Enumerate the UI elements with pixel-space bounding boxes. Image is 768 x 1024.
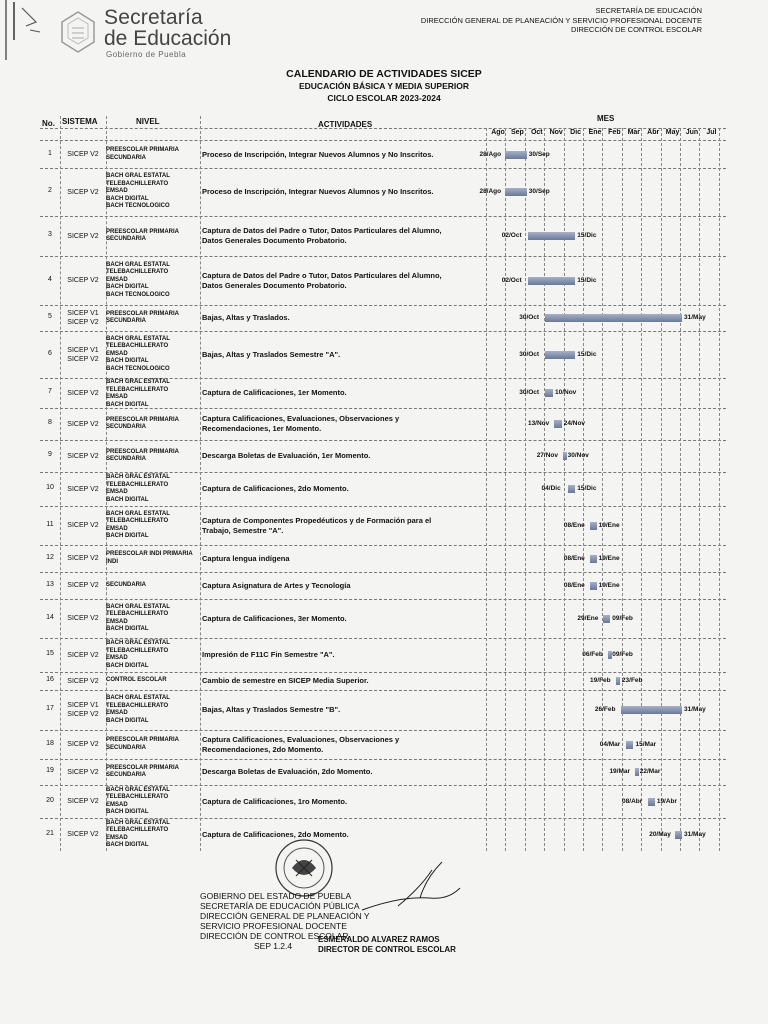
row-actividad: Captura de Componentes Propedéuticos y de Formación para el Trabajo, Semestre "A". [202,515,432,535]
activity-period-bar [505,188,526,196]
start-date-label: 08/Ene [563,521,585,529]
activity-period-bar [590,555,597,563]
row-actividad: Descarga Boletas de Evaluación, 1er Momento. [202,451,371,460]
row-sistema: SICEP V2 [67,389,99,397]
end-date-label: 22/Mar [639,768,661,775]
row-nivel: BACH GRAL ESTATAL TELEBACHILLERATO EMSAD BACH DIGITAL [106,695,170,724]
row-actividad: Captura de Calificaciones, 1er Momento. [202,388,347,397]
row-sistema: SICEP V2 [67,741,99,748]
month-dic: Dic [570,129,582,136]
month-abr: Abr [647,129,660,136]
activity-period-bar [675,831,682,839]
signatory-position: DIRECTOR DE CONTROL ESCOLAR [318,945,456,954]
binder-mark [0,0,44,60]
emblem-icon [58,10,98,54]
row-nivel: BACH GRAL ESTATAL TELEBACHILLERATO EMSAD BACH DIGITAL BACH TECNOLOGICO [106,173,170,210]
table-row [40,572,726,599]
row-number: 18 [46,739,54,747]
table-row [40,672,726,690]
table-row [40,141,726,168]
table-row [40,472,726,506]
row-nivel: BACH GRAL ESTATAL TELEBACHILLERATO EMSAD BACH DIGITAL BACH TECNOLOGICO [106,261,170,298]
row-sistema: SICEP V2 [67,420,99,428]
month-jul: Jul [706,129,717,136]
table-row [40,599,726,638]
row-number: 7 [48,388,52,395]
row-sistema: SICEP V2 [67,485,99,493]
month-nov: Nov [549,129,563,136]
row-number: 3 [48,231,52,238]
start-date-label: 20/May [649,830,671,838]
end-date-label: 09/Feb [612,651,633,658]
table-row [40,256,726,305]
sig-line4: SERVICIO PROFESIONAL DOCENTE [200,921,347,931]
end-date-label: 15/Dic [577,350,597,358]
col-header-mes: MES [597,114,615,123]
end-date-label: 15/Dic [577,276,597,284]
row-sistema: SICEP V1 SICEP V2 [67,702,99,718]
table-row [40,506,726,545]
activity-period-bar [621,706,682,714]
table-row [40,440,726,472]
month-may: May [665,129,680,136]
start-date-label: 04/Mar [599,740,621,748]
row-sistema: SICEP V2 [67,452,99,460]
table-row [40,168,726,216]
row-number: 19 [46,767,54,774]
activity-period-bar [648,798,655,806]
table-row [40,305,726,331]
row-nivel: BACH GRAL ESTATAL TELEBACHILLERATO EMSAD BACH DIGITAL [106,510,170,539]
sig-line3: DIRECCIÓN GENERAL DE PLANEACIÓN Y [200,911,370,921]
table-row [40,690,726,730]
row-number: 10 [46,484,54,491]
row-nivel: PREESCOLAR INDI PRIMARIA INDI [106,551,193,565]
document-subtitle: EDUCACIÓN BÁSICA Y MEDIA SUPERIOR [298,81,470,91]
end-date-label: 15/Mar [635,740,657,748]
row-actividad: Captura Calificaciones, Evaluaciones, Observaciones y Recomendaciones, 2do Momento. [202,734,400,754]
row-actividad: Bajas, Altas y Traslados Semestre "B". [202,705,341,714]
end-date-label: 19/Ene [598,521,620,529]
end-date-label: 31/May [684,706,706,713]
month-jun: Jun [685,129,699,136]
row-number: 16 [46,676,54,683]
row-nivel: PREESCOLAR PRIMARIA SECUNDARIA [106,228,180,242]
col-header-sistema: SISTEMA [62,117,98,126]
table-row [40,216,726,256]
end-date-label: 31/May [684,314,706,321]
row-actividad: Captura lengua indígena [202,553,290,563]
row-number: 15 [46,650,54,657]
activity-period-bar [626,741,634,749]
month-feb: Feb [608,129,621,136]
end-date-label: 30/Nov [567,452,589,459]
row-actividad: Descarga Boletas de Evaluación, 2do Momento. [202,767,373,776]
school-cycle: CICLO ESCOLAR 2023-2024 [327,93,441,103]
header-right-line2: DIRECCIÓN GENERAL DE PLANEACIÓN Y SERVICIO PROFESIONAL DOCENTE [420,15,702,25]
row-sistema: SICEP V2 [67,151,99,158]
row-nivel: BACH GRAL ESTATAL TELEBACHILLERATO EMSAD BACH DIGITAL [106,640,170,669]
activity-period-bar [616,677,620,685]
row-sistema: SICEP V2 [67,615,99,622]
row-sistema: SICEP V2 [67,651,99,659]
row-number: 21 [46,829,54,837]
row-sistema: SICEP V2 [67,188,99,196]
row-nivel: SECUNDARIA [106,581,147,588]
row-actividad: Proceso de Inscripción, Integrar Nuevos Alumnos y No Inscritos. [202,187,434,196]
row-actividad: Bajas, Altas y Traslados. [202,313,290,322]
month-sep: Sep [510,129,524,136]
sig-line6: SEP 1.2.4 [254,941,293,951]
table-row [40,785,726,818]
month-ene: Ene [588,129,602,136]
row-nivel: PREESCOLAR PRIMARIA SECUNDARIA [106,764,180,778]
row-number: 20 [46,796,54,804]
col-header-no: No. [42,119,55,128]
activity-period-bar [545,389,553,397]
activity-period-bar [528,232,576,240]
table-row [40,818,726,851]
activity-period-bar [545,314,682,322]
start-date-label: 02/Oct [501,276,522,284]
row-actividad: Captura de Calificaciones, 2do Momento. [202,829,349,839]
row-number: 11 [46,520,54,528]
table-row [40,331,726,378]
end-date-label: 19/Abr [656,797,678,805]
row-actividad: Captura Asignatura de Artes y Tecnología [202,580,351,590]
sig-line5: DIRECCIÓN DE CONTROL ESCOLAR [200,931,349,941]
activity-period-bar [528,277,576,285]
end-date-label: 15/Dic [577,485,597,492]
start-date-label: 08/Ene [563,554,585,562]
row-actividad: Captura Calificaciones, Evaluaciones, Observaciones y Recomendaciones, 1er Momento. [202,414,400,433]
start-date-label: 04/Dic [541,485,561,492]
start-date-label: 28/Ago [479,188,502,195]
logo-line2: de Educación [104,27,232,50]
start-date-label: 02/Oct [501,232,522,239]
row-nivel: BACH GRAL ESTATAL TELEBACHILLERATO EMSAD BACH DIGITAL [106,786,170,815]
row-sistema: SICEP V2 [67,831,99,838]
table-row [40,638,726,672]
handwritten-signature [360,858,470,928]
row-nivel: BACH GRAL ESTATAL TELEBACHILLERATO EMSAD BACH DIGITAL BACH TECNOLOGICO [106,335,170,372]
start-date-label: 08/Abr [622,797,643,805]
row-number: 6 [48,349,52,357]
start-date-label: 29/Ene [577,614,599,622]
start-date-label: 28/Ago [479,150,502,158]
start-date-label: 06/Feb [582,651,603,658]
row-number: 1 [48,149,52,157]
activity-period-bar [563,452,567,460]
row-nivel: BACH GRAL ESTATAL TELEBACHILLERATO EMSAD BACH DIGITAL [106,819,170,848]
row-sistema: SICEP V2 [67,522,99,529]
header-right-line1: SECRETARÍA DE EDUCACIÓN [595,6,702,15]
row-actividad: Captura de Datos del Padre o Tutor, Datos Particulares del Alumno, Datos Generales Documento Probatorio. [202,226,442,245]
month-oct: Oct [530,129,543,136]
secretaria-logo [58,4,248,62]
start-date-label: 30/Oct [519,350,540,358]
table-row [40,545,726,572]
end-date-label: 24/Nov [563,420,586,427]
row-sistema: SICEP V2 [67,768,99,776]
row-number: 12 [46,553,54,561]
row-actividad: Bajas, Altas y Traslados Semestre "A". [202,349,341,359]
row-number: 2 [48,187,52,194]
start-date-label: 27/Nov [536,452,559,459]
document-title: CALENDARIO DE ACTIVIDADES SICEP [286,68,482,80]
row-nivel: PREESCOLAR PRIMARIA SECUNDARIA [106,310,180,324]
row-sistema: SICEP V2 [67,677,99,685]
table-row [40,378,726,408]
month-ago: Ago [491,129,505,136]
start-date-label: 13/Nov [527,420,550,427]
activity-period-bar [590,582,597,590]
row-nivel: PREESCOLAR PRIMARIA SECUNDARIA [106,147,180,161]
end-date-label: 19/Ene [598,554,620,562]
row-divider [40,128,726,129]
row-sistema: SICEP V2 [67,798,99,805]
col-header-actividades: ACTIVIDADES [318,120,373,129]
row-actividad: Captura de Calificaciones, 3er Momento. [202,613,347,623]
row-actividad: Captura de Calificaciones, 1ro Momento. [202,796,348,806]
row-sistema: SICEP V2 [67,277,99,284]
row-number: 14 [46,613,54,621]
end-date-label: 31/May [684,830,706,838]
end-date-label: 30/Sep [528,150,550,158]
start-date-label: 26/Feb [594,706,616,713]
row-nivel: PREESCOLAR PRIMARIA SECUNDARIA [106,416,180,430]
row-sistema: SICEP V2 [67,555,99,562]
start-date-label: 30/Oct [519,389,540,396]
table-row [40,408,726,440]
logo-line3: Gobierno de Puebla [106,50,187,59]
start-date-label: 19/Mar [609,768,631,775]
row-number: 17 [46,705,54,712]
header-right [421,6,702,35]
row-sistema: SICEP V1 SICEP V2 [67,346,99,363]
row-actividad: Captura de Datos del Padre o Tutor, Datos Particulares del Alumno, Datos Generales Documento Probatorio. [202,270,442,290]
row-nivel: CONTROL ESCOLAR [106,677,167,684]
row-nivel: PREESCOLAR PRIMARIA SECUNDARIA [106,737,180,751]
signatory [318,935,456,955]
row-sistema: SICEP V2 [67,582,99,589]
end-date-label: 09/Feb [612,614,633,622]
sig-line2: SECRETARÍA DE EDUCACIÓN PÚBLICA [200,901,360,911]
row-number: 8 [48,419,52,426]
row-actividad: Cambio de semestre en SICEP Media Superior. [202,676,369,685]
activity-period-bar [603,615,610,623]
row-number: 4 [48,275,52,283]
end-date-label: 19/Ene [598,581,620,589]
row-actividad: Captura de Calificaciones, 2do Momento. [202,484,349,493]
row-nivel: PREESCOLAR PRIMARIA SECUNDARIA [106,448,180,462]
start-date-label: 19/Feb [590,677,611,684]
end-date-label: 30/Sep [528,188,550,195]
col-header-nivel: NIVEL [136,117,160,126]
sig-line1: GOBIERNO DEL ESTADO DE PUEBLA [200,891,352,901]
end-date-label: 15/Dic [577,232,597,239]
row-number: 5 [48,313,52,320]
row-nivel: BACH GRAL ESTATAL TELEBACHILLERATO EMSAD BACH DIGITAL [106,379,170,408]
logo-line1: Secretaría [104,6,203,29]
month-mar: Mar [627,129,641,136]
row-nivel: BACH GRAL ESTATAL TELEBACHILLERATO EMSAD BACH DIGITAL [106,603,170,632]
official-seal [252,838,360,898]
start-date-label: 30/Oct [519,314,540,321]
table-row [40,730,726,759]
activity-period-bar [554,420,562,428]
activity-period-bar [590,522,597,530]
activity-period-bar [545,351,575,359]
row-sistema: SICEP V1 SICEP V2 [67,310,99,326]
row-nivel: BACH GRAL ESTATAL TELEBACHILLERATO EMSAD BACH DIGITAL [106,474,170,503]
row-actividad: Proceso de Inscripción, Integrar Nuevos Alumnos y No Inscritos. [202,149,434,159]
start-date-label: 08/Ene [563,581,585,589]
table-row [40,759,726,785]
end-date-label: 10/Nov [554,389,577,396]
activity-period-bar [505,151,526,159]
end-date-label: 23/Feb [621,677,643,684]
signatory-name: ESMERALDO ALVAREZ RAMOS [318,935,440,944]
activity-period-bar [568,485,576,493]
row-actividad: Impresión de F11C Fin Semestre "A". [202,650,335,659]
row-number: 13 [46,580,54,588]
row-number: 9 [48,451,52,458]
header-right-line3: DIRECCIÓN DE CONTROL ESCOLAR [571,25,702,34]
row-sistema: SICEP V2 [67,232,99,240]
